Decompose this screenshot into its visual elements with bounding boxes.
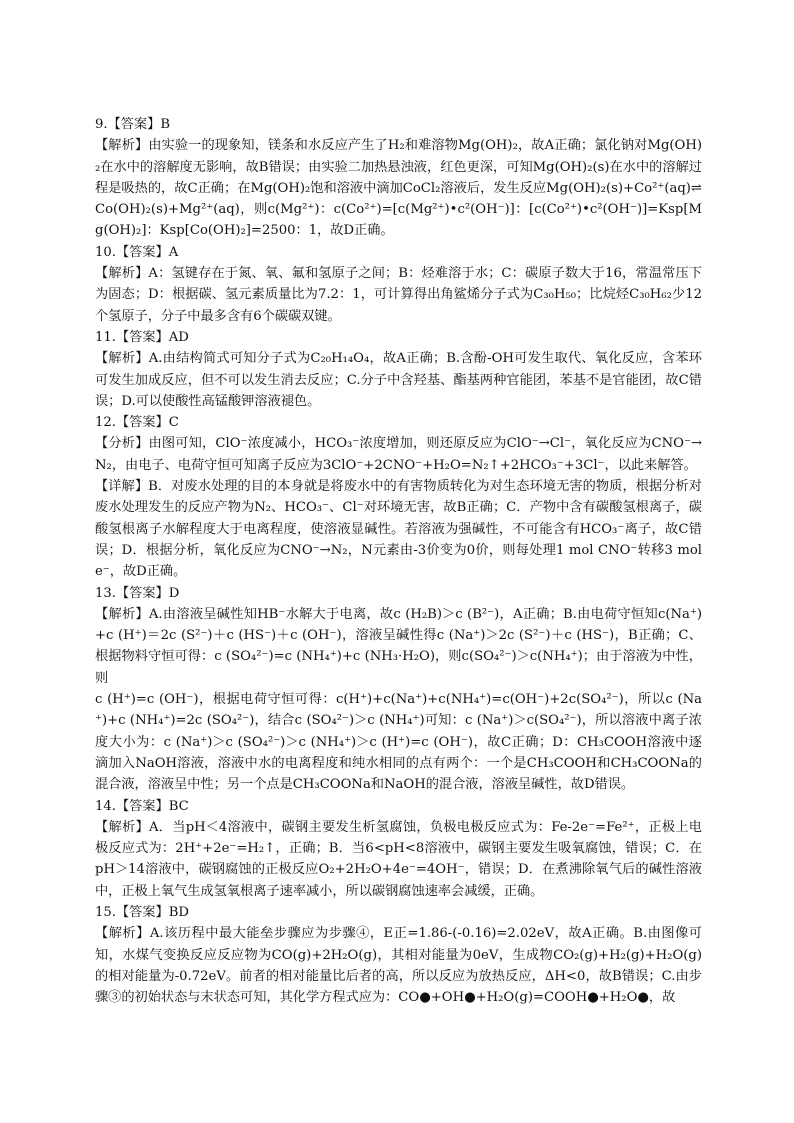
analysis-q15: 【解析】A.该历程中最大能垒步骤应为步骤④，E正=1.86-(-0.16)=2.02eV，故A正确。B.由图像可知，水煤气变换反应反应物为CO(g)+2H₂O(g)，其相对能量为0eV，生成物CO₂(g)+H₂(g)+H₂O(g)的相对能量为-0.72eV。前者的相对能量比后者的高，所以反应为放热反应，ΔH<0，故B错误；C.由步骤③的初始状态与末状态可知，其化学方程式应为：CO●+OH●+H₂O(g)=COOH●+H₂O●，故 <box>95 926 702 1006</box>
analysis-q10: 【解析】A：氢键存在于氮、氧、氟和氢原子之间；B：烃难溶于水；C：碳原子数大于16，常温常压下为固态；D：根据碳、氢元素质量比为7.2：1，可计算得出角鲨烯分子式为C₃₀H₅₀；比烷烃C₃₀H₆₂少12个氢原子，分子中最多含有6个碳碳双键。 <box>95 266 702 324</box>
answer-q12: 12.【答案】C <box>95 415 179 431</box>
answer-q9: 9.【答案】B <box>95 117 171 132</box>
analysis-q12-xiangjie: 【详解】B．对废水处理的目的本身就是将废水中的有害物质转化为对生态环境无害的物质，根据分析对废水处理发生的反应产物为N₂、HCO₃⁻、Cl⁻对环境无害，故B正确；C．产物中含有碳酸氢根离子，碳酸氢根离子水解程度大于电离程度，使溶液显碱性。若溶液为强碱性，不可能含有HCO₃⁻离子，故C错误；D．根据分析，氧化反应为CNO⁻→N₂，N元素由-3价变为0价，则每处理1 mol CNO⁻转移3 mol e⁻，故D正确。 <box>95 479 702 580</box>
answer-q14: 14.【答案】BC <box>95 798 189 814</box>
analysis-q13-part2: c (H⁺)=c (OH⁻)，根据电荷守恒可得：c(H⁺)+c(Na⁺)+c(NH₄⁺)=c(OH⁻)+2c(SO₄²⁻)，所以c (Na⁺)+c (NH₄⁺)=2c (SO₄²⁻)，结合c (SO₄²⁻)＞c (NH₄⁺)可知：c (Na⁺)＞c(SO₄²⁻)，所以溶液中离子浓度大小为：c (Na⁺)＞c (SO₄²⁻)＞c (NH₄⁺)＞c (H⁺)=c (OH⁻)，故C正确；D：CH₃COOH溶液中逐滴加入NaOH溶液，溶液中水的电离程度和纯水相同的点有两个：一个是CH₃COOH和CH₃COONa的混合液，溶液呈中性；另一个点是CH₃COONa和NaOH的混合液，溶液呈碱性，故D错误。 <box>95 692 702 793</box>
analysis-q13-part1: 【解析】A.由溶液呈碱性知HB⁻水解大于电离，故c (H₂B)＞c (B²⁻)，A正确；B.由电荷守恒知c(Na⁺)+c (H⁺)＝2c (S²⁻)＋c (HS⁻)＋c (OH⁻)，溶液呈碱性得c (Na⁺)＞2c (S²⁻)＋c (HS⁻)，B正确；C、根据物料守恒可得：c (SO₄²⁻)=c (NH₄⁺)+c (NH₃·H₂O)，则c(SO₄²⁻)＞c(NH₄⁺)；由于溶液为中性，则 <box>95 606 702 686</box>
answer-q10: 10.【答案】A <box>95 244 179 260</box>
analysis-q9: 【解析】由实验一的现象知，镁条和水反应产生了H₂和难溶物Mg(OH)₂，故A正确；氯化钠对Mg(OH)₂在水中的溶解度无影响，故B错误；由实验二加热悬浊液，红色更深，可知Mg(OH)₂(s)在水中的溶解过程是吸热的，故C正确；在Mg(OH)₂饱和溶液中滴加CoCl₂溶液后，发生反应Mg(OH)₂(s)+Co²⁺(aq)⇌Co(OH)₂(s)+Mg²⁺(aq)，则c(Mg²⁺)：c(Co²⁺)=[c(Mg²⁺)•c²(OH⁻)]：[c(Co²⁺)•c²(OH⁻)]=Ksp[Mg(OH)₂]：Ksp[Co(OH)₂]=2500：1，故D正确。 <box>95 138 702 239</box>
answer-q11: 11.【答案】AD <box>95 329 189 345</box>
analysis-q11: 【解析】A.由结构简式可知分子式为C₂₀H₁₄O₄，故A正确；B.含酚-OH可发生取代、氧化反应，含苯环可发生加成反应，但不可以发生消去反应；C.分子中含羟基、酯基两种官能团，苯基不是官能团，故C错误；D.可以使酸性高锰酸钾溶液褪色。 <box>95 351 702 409</box>
analysis-q14: 【解析】A．当pH＜4溶液中，碳钢主要发生析氢腐蚀，负极电极反应式为：Fe-2e⁻=Fe²⁺，正极上电极反应式为：2H⁺+2e⁻=H₂↑，正确；B．当6<pH<8溶液中，碳钢主要发生吸氧腐蚀，错误；C．在pH＞14溶液中，碳钢腐蚀的正极反应O₂+2H₂O+4e⁻=4OH⁻，错误；D．在煮沸除氧气后的碱性溶液中，正极上氧气生成氢氧根离子速率减小，所以碳钢腐蚀速率会减缓，正确。 <box>95 819 702 899</box>
answer-q15: 15.【答案】BD <box>95 904 189 920</box>
answer-q13: 13.【答案】D <box>95 585 180 601</box>
answer-analysis-text <box>95 114 702 1008</box>
analysis-q12-fenxi: 【分析】由图可知，ClO⁻浓度减小，HCO₃⁻浓度增加，则还原反应为ClO⁻→Cl⁻，氧化反应为CNO⁻→N₂，由电子、电荷守恒可知离子反应为3ClO⁻+2CNO⁻+H₂O=N₂↑+2HCO₃⁻+3Cl⁻，以此来解答。 <box>95 436 702 473</box>
